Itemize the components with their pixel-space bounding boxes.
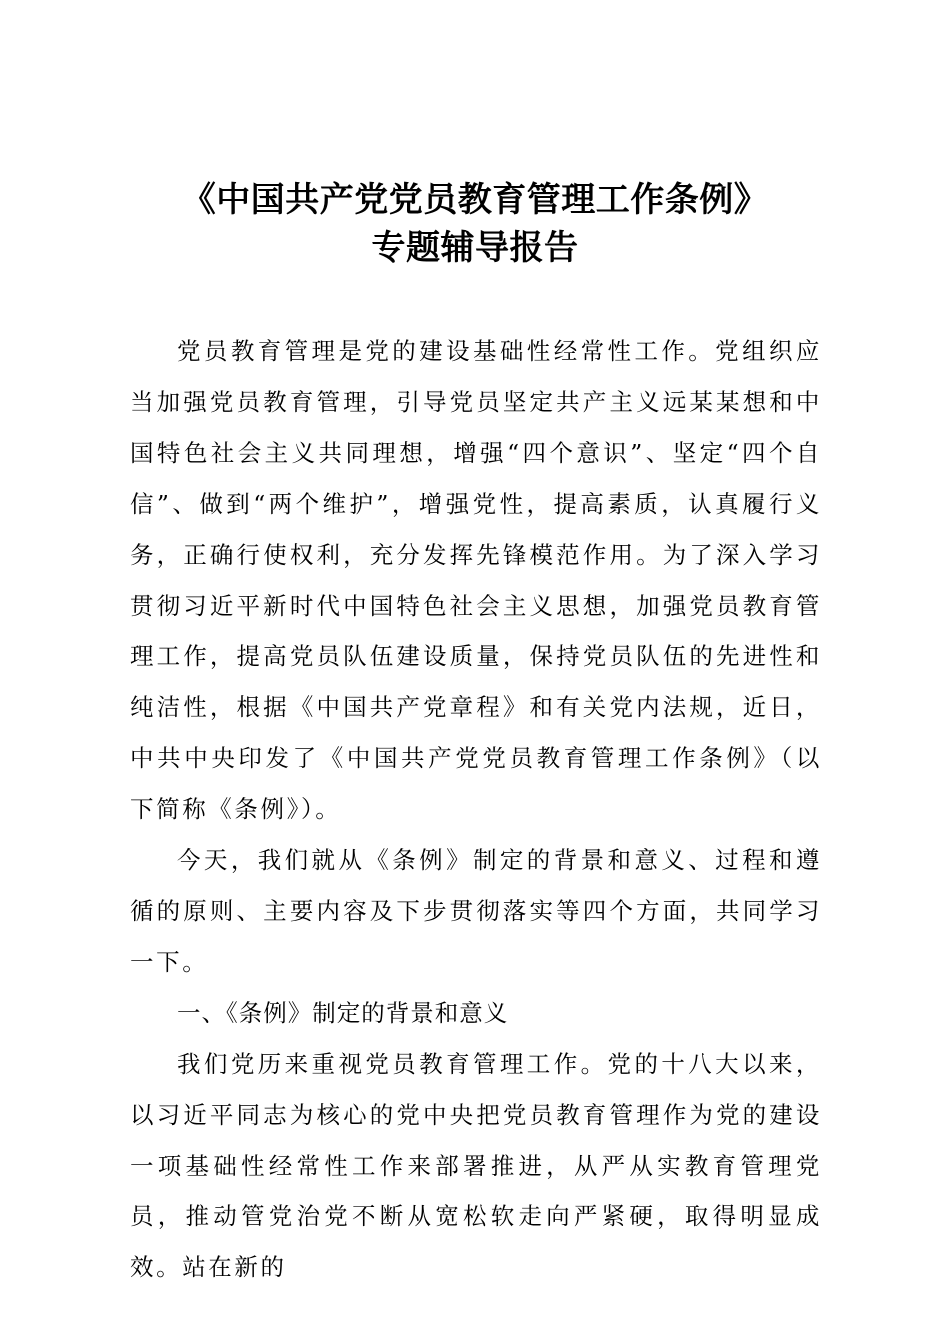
- document-body: [130, 326, 822, 1293]
- body-paragraph-intro: 党员教育管理是党的建设基础性经常性工作。党组织应当加强党员教育管理，引导党员坚定共产主义远某某想和中国特色社会主义共同理想，增强“四个意识”、坚定“四个自信”、做到“两个维护”，增强党性，提高素质，认真履行义务，正确行使权利，充分发挥先锋模范作用。为了深入学习贯彻习近平新时代中国特色社会主义思想，加强党员教育管理工作，提高党员队伍建设质量，保持党员队伍的先进性和纯洁性，根据《中国共产党章程》和有关党内法规，近日，中共中央印发了《中国共产党党员教育管理工作条例》（以下简称《条例》）。: [130, 337, 822, 824]
- section-1-paragraph: 我们党历来重视党员教育管理工作。党的十八大以来，以习近平同志为核心的党中央把党员教育管理作为党的建设一项基础性经常性工作来部署推进，从严从实教育管理党员，推动管党治党不断从宽松软走向严紧硬，取得明显成效。站在新的: [130, 1049, 822, 1282]
- section-heading-1: 一、《条例》制定的背景和意义: [177, 998, 509, 1027]
- document-title-line-2: 专题辅导报告: [371, 228, 579, 268]
- body-paragraph-outline: 今天，我们就从《条例》制定的背景和意义、过程和遵循的原则、主要内容及下步贯彻落实等四个方面，共同学习一下。: [130, 846, 822, 976]
- document-title-line-1: 《中国共产党党员教育管理工作条例》: [181, 180, 769, 220]
